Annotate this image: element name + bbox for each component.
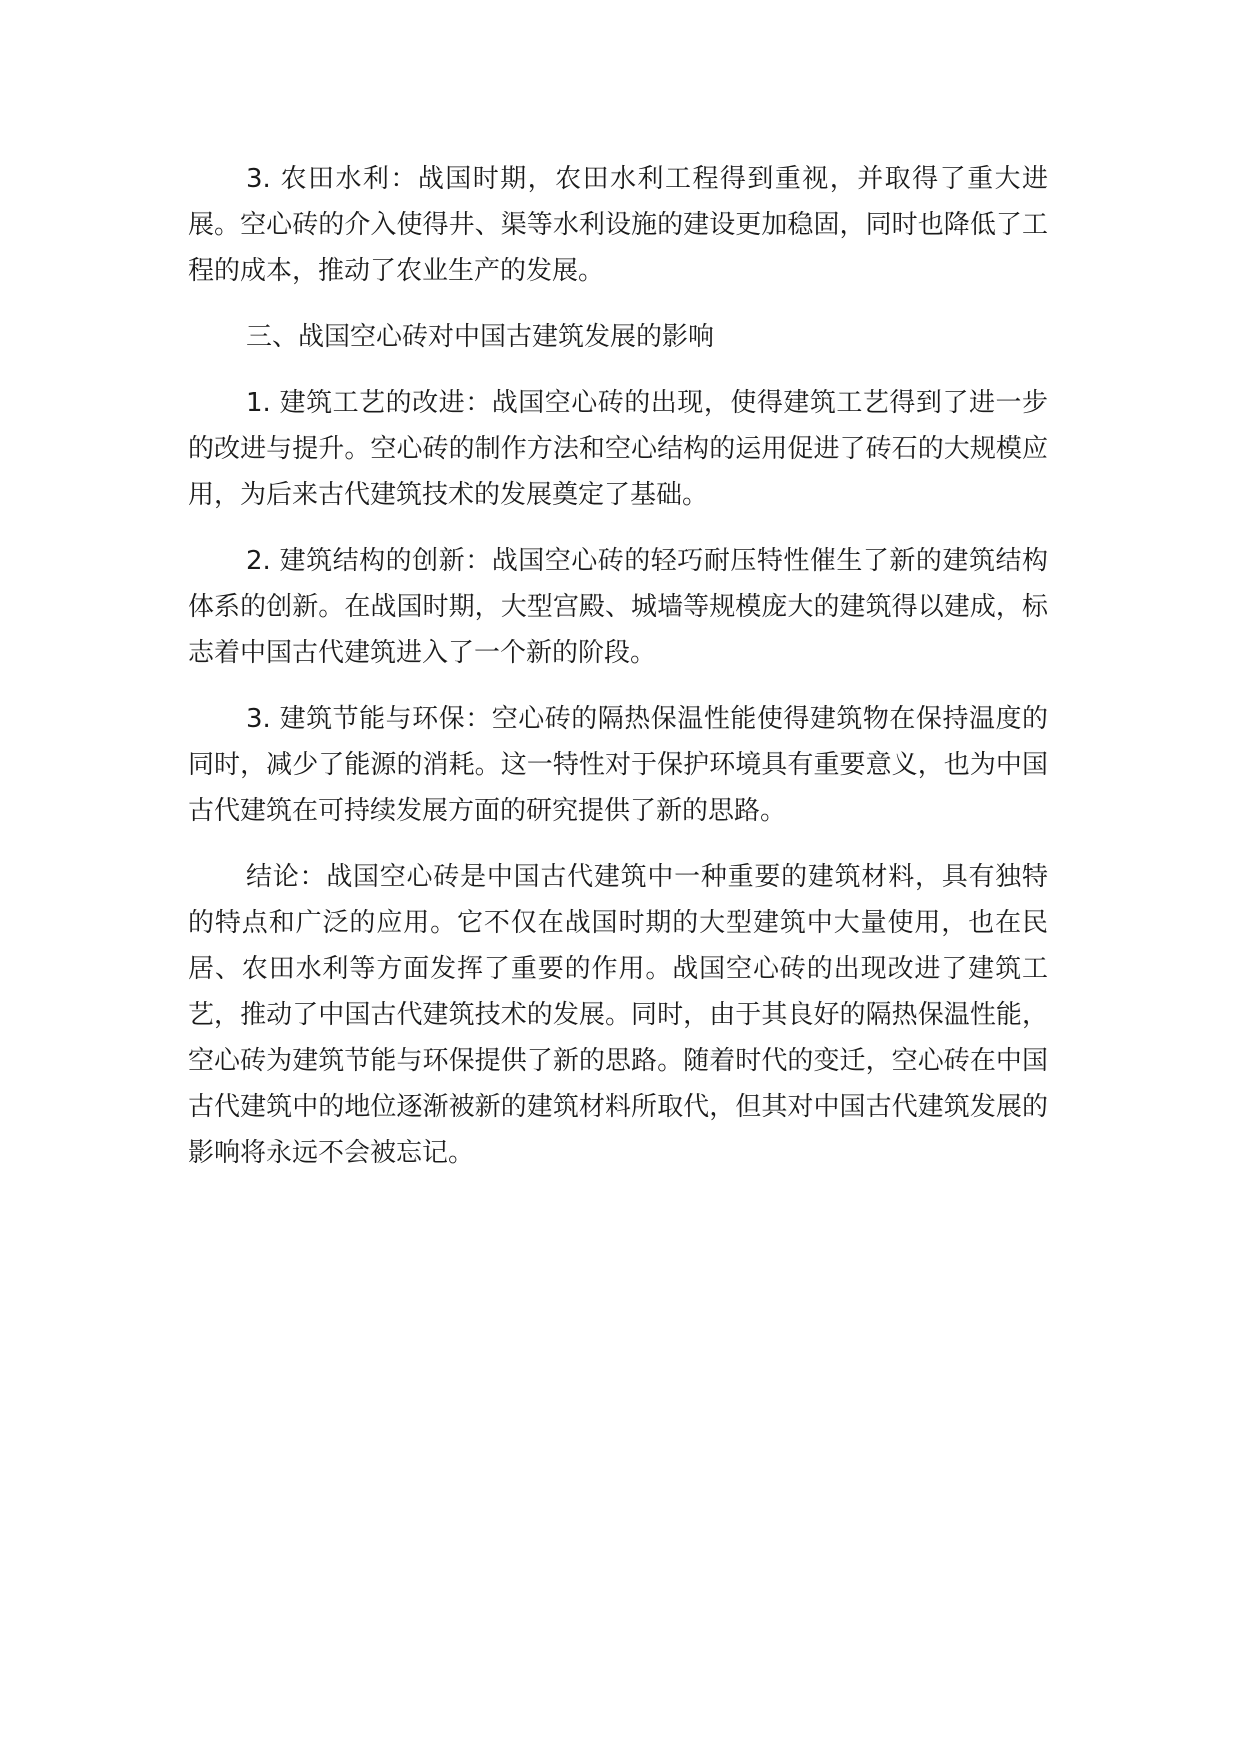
- paragraph-energy-saving: 3. 建筑节能与环保：空心砖的隔热保温性能使得建筑物在保持温度的同时，减少了能源的消耗。这一特性对于保护环境具有重要意义，也为中国古代建筑在可持续发展方面的研究提供了新的思路。: [188, 704, 1048, 826]
- paragraph-conclusion: 结论：战国空心砖是中国古代建筑中一种重要的建筑材料，具有独特的特点和广泛的应用。它不仅在战国时期的大型建筑中大量使用，也在民居、农田水利等方面发挥了重要的作用。战国空心砖的出现改进了建筑工艺，推动了中国古代建筑技术的发展。同时，由于其良好的隔热保温性能，空心砖为建筑节能与环保提供了新的思路。随着时代的变迁，空心砖在中国古代建筑中的地位逐渐被新的建筑材料所取代，但其对中国古代建筑发展的影响将永远不会被忘记。: [188, 862, 1048, 1168]
- section-heading-influence: 三、战国空心砖对中国古建筑发展的影响: [246, 322, 715, 352]
- paragraph-structure-innovation: 2. 建筑结构的创新：战国空心砖的轻巧耐压特性催生了新的建筑结构体系的创新。在战国时期，大型宫殿、城墙等规模庞大的建筑得以建成，标志着中国古代建筑进入了一个新的阶段。: [188, 546, 1048, 668]
- paragraph-irrigation: 3. 农田水利：战国时期，农田水利工程得到重视，并取得了重大进展。空心砖的介入使得井、渠等水利设施的建设更加稳固，同时也降低了工程的成本，推动了农业生产的发展。: [188, 164, 1048, 286]
- document-body: [188, 156, 1048, 1196]
- paragraph-craft-improvement: 1. 建筑工艺的改进：战国空心砖的出现，使得建筑工艺得到了进一步的改进与提升。空心砖的制作方法和空心结构的运用促进了砖石的大规模应用，为后来古代建筑技术的发展奠定了基础。: [188, 388, 1048, 510]
